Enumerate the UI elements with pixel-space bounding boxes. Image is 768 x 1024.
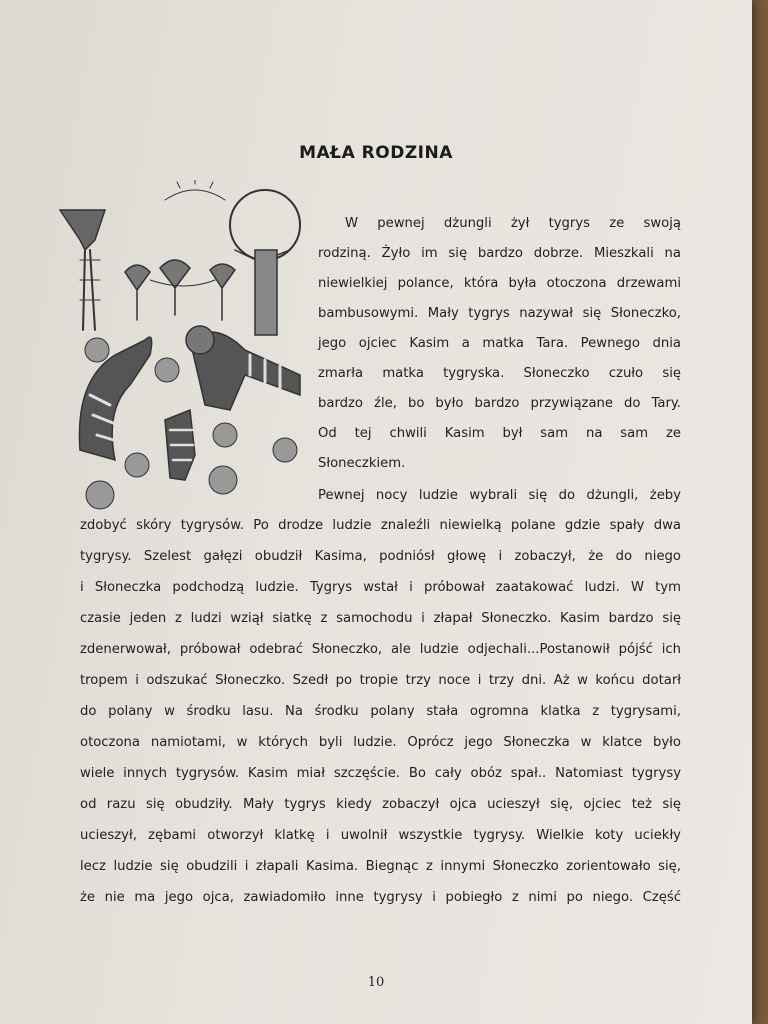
text-line: od razu się obudziły. Mały tygrys kiedy zobaczył ojca ucieszył się, ojciec też się [80,797,681,812]
text-line: jego ojciec Kasim a matka Tara. Pewnego dnia [318,336,681,351]
text-line: niewielkiej polance, która była otoczona drzewami [318,276,681,291]
text-line: zdobyć skóry tygrysów. Po drodze ludzie znaleźli niewielką polane gdzie spały dwa [80,518,681,533]
text-line: Słoneczkiem. [318,456,406,471]
text-line: bardzo źle, bo było bardzo przywiązane do Tary. [318,396,681,411]
text-line: lecz ludzie się obudzili i złapali Kasima. Biegnąc z innymi Słoneczko zorientowało się, [80,859,681,874]
text-line: ucieszył, zębami otworzył klatkę i uwolnił wszystkie tygrysy. Wielkie koty uciekły [80,828,681,843]
text-line: otoczona namiotami, w których byli ludzie. Oprócz jego Słoneczka w klatce było [80,735,681,750]
text-line: bambusowymi. Mały tygrys nazywał się Słoneczko, [318,306,681,321]
text-line: zmarła matka tygryska. Słoneczko czuło się [318,366,681,381]
text-line: Od tej chwili Kasim był sam na sam ze [318,426,681,441]
text-line: tropem i odszukać Słoneczko. Szedł po tropie trzy noce i trzy dni. Aż w końcu dotarł [80,673,681,688]
text-line: Pewnej nocy ludzie wybrali się do dżungli, żeby [318,488,681,503]
text-line: rodziną. Żyło im się bardzo dobrze. Mieszkali na [318,246,681,261]
text-line: czasie jeden z ludzi wziął siatkę z samochodu i złapał Słoneczko. Kasim bardzo się [80,611,681,626]
text-line: i Słoneczka podchodzą ludzie. Tygrys wstał i próbował zaatakować ludzi. W tym [80,580,681,595]
tiger-family-drawing [55,180,315,515]
text-line: że nie ma jego ojca, zawiadomiło inne tygrysy i pobiegło z nimi po niego. Część [80,890,681,905]
text-line: W pewnej dżungli żył tygrys ze swoją [345,216,681,231]
text-line: wiele innych tygrysów. Kasim miał szczęście. Bo cały obóz spał.. Natomiast tygrysy [80,766,681,781]
text-line: do polany w środku lasu. Na środku polany stała ogromna klatka z tygrysami, [80,704,681,719]
page-title: MAŁA RODZINA [299,143,453,163]
text-line: tygrysy. Szelest gałęzi obudził Kasima, podniósł głowę i zobaczył, że do niego [80,549,681,564]
page-number: 10 [367,975,385,990]
text-line: zdenerwował, próbował odebrać Słoneczko, ale ludzie odjechali...Postanowił pójść ich [80,642,681,657]
